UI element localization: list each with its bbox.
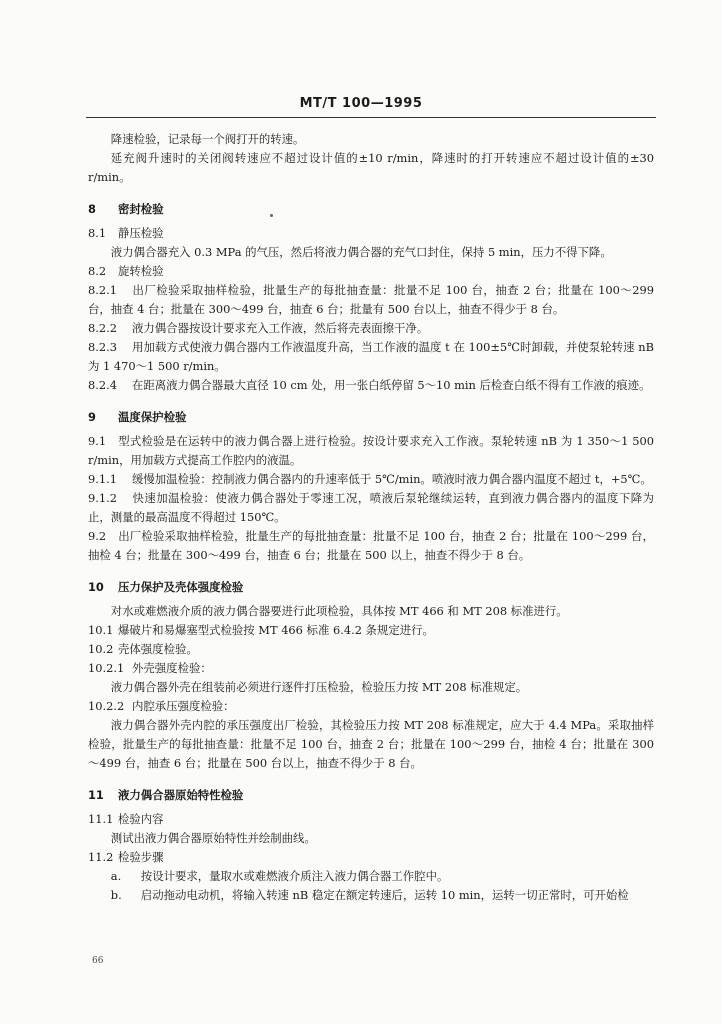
clause-11-1 [88,810,654,829]
clause-number: 10.2.1 [88,661,125,675]
clause-8-2-3 [88,338,654,376]
clause-9-1-2 [88,489,654,527]
section-title: 液力偶合器原始特性检验 [118,788,244,802]
list-marker: b. [110,888,122,902]
list-text: 启动拖动电动机，将输入转速 nB 稳定在额定转速后，运转 10 min，运转一切正常时，可开始检 [140,888,629,902]
clause-10-2 [88,640,654,659]
clause-text: 在距离液力偶合器最大直径 10 cm 处，用一张白纸停留 5～10 min 后检查白纸不得有工作液的痕迹。 [132,378,651,392]
paragraph: 液力偶合器外壳内腔的承压强度出厂检验，其检验压力按 MT 208 标准规定，应大于 4.4 MPa。采取抽样检验，批量生产的每批抽查量：批量不足 100 台，抽查 2 台；批量在 100～299 台，抽检 4 台；批量在 300～499 台，抽查 6 台；批量在 500 台以上，抽查不得少于 8 台。 [88,718,654,770]
clause-text: 缓慢加温检验：控制液力偶合器内的升速率低于 5℃/min。喷液时液力偶合器内温度不超过 t，+5℃。 [132,472,652,486]
section-number: 11 [88,788,104,802]
clause-8-2-4 [88,376,654,395]
section-heading-9 [88,408,654,427]
clause-number: 10.2 [88,642,114,656]
paragraph: 降速检验，记录每一个阀打开的转速。 [110,132,305,146]
clause-number: 11.2 [88,850,114,864]
clause-number: 8.2.3 [88,340,117,354]
clause-text: 爆破片和易爆塞型式检验按 MT 466 标准 6.4.2 条规定进行。 [118,623,434,637]
clause-9-1-1 [88,470,654,489]
clause-11-2 [88,848,654,867]
list-text: 按设计要求，量取水或难燃液介质注入液力偶合器工作腔中。 [140,869,449,883]
clause-10-2-1 [88,659,654,678]
clause-title: 检验内容 [118,812,164,826]
clause-text: 液力偶合器按设计要求充入工作液，然后将壳表面擦干净。 [132,321,429,335]
clause-8-1 [88,224,654,243]
clause-text: 用加载方式使液力偶合器内工作液温度升高，当工作液的温度 t 在 100±5℃时卸载，并使泵轮转速 nB 为 1 470～1 500 r/min。 [88,340,654,373]
clause-10-1 [88,621,654,640]
clause-number: 11.1 [88,812,114,826]
clause-8-2-2 [88,319,654,338]
list-item-b [88,886,654,905]
clause-number: 9.1.2 [88,491,117,505]
document-body [88,130,654,905]
clause-number: 10.2.2 [88,699,125,713]
clause-text: 壳体强度检验。 [118,642,198,656]
section-heading-8 [88,200,654,219]
section-title: 密封检验 [118,202,164,216]
section-heading-10 [88,578,654,597]
clause-title: 静压检验 [118,226,164,240]
clause-number: 8.2.1 [88,283,117,297]
clause-number: 9.1.1 [88,472,117,486]
header-rule [86,117,656,118]
clause-text: 出厂检验采取抽样检验，批量生产的每批抽查量：批量不足 100 台，抽查 2 台；批量在 100～299 台，抽查 4 台；批量在 300～499 台，抽查 6 台；批量有 500 台以上，抽查不得少于 8 台。 [88,283,654,316]
clause-number: 10.1 [88,623,114,637]
paragraph: 测试出液力偶合器原始特性并绘制曲线。 [110,831,316,845]
section-title: 温度保护检验 [118,410,187,424]
paragraph: 延充阀升速时的关闭阀转速应不超过设计值的±10 r/min，降速时的打开转速应不超过设计值的±30 r/min。 [88,151,654,184]
clause-9-2 [88,527,654,565]
clause-8-2-1 [88,281,654,319]
paragraph: 对水或难燃液介质的液力偶合器要进行此项检验，具体按 MT 466 和 MT 208 标准进行。 [110,604,568,618]
section-title: 压力保护及壳体强度检验 [118,580,244,594]
scan-speck [270,214,273,217]
page-number: 66 [92,956,104,966]
list-item-a [88,867,654,886]
clause-title: 旋转检验 [118,264,164,278]
page-header: MT/T 100—1995 [299,96,423,111]
section-number: 9 [88,410,96,424]
section-heading-11 [88,786,654,805]
paragraph: 液力偶合器外壳在组装前必须进行逐件打压检验，检验压力按 MT 208 标准规定。 [110,680,528,694]
clause-10-2-2 [88,697,654,716]
clause-8-2 [88,262,654,281]
clause-number: 8.2 [88,264,107,278]
clause-number: 8.2.2 [88,321,117,335]
clause-number: 9.1 [88,434,107,448]
clause-number: 8.1 [88,226,107,240]
clause-number: 9.2 [88,529,107,543]
paragraph: 液力偶合器充入 0.3 MPa 的气压，然后将液力偶合器的充气口封住，保持 5 min，压力不得下降。 [110,245,612,259]
list-marker: a. [110,869,122,883]
section-number: 8 [88,202,96,216]
clause-text: 快速加温检验：使液力偶合器处于零速工况，喷液后泵轮继续运转，直到液力偶合器内的温度下降为止，测量的最高温度不得超过 150℃。 [88,491,654,524]
section-number: 10 [88,580,104,594]
clause-text: 外壳强度检验： [132,661,212,675]
clause-title: 检验步骤 [118,850,164,864]
clause-text: 出厂检验采取抽样检验，批量生产的每批抽查量：批量不足 100 台，抽查 2 台；批量在 100～299 台，抽检 4 台；批量在 300～499 台，抽查 6 台；批量在 500 以上，抽查不得少于 8 台。 [88,529,654,562]
clause-9-1 [88,432,654,470]
clause-text: 型式检验是在运转中的液力偶合器上进行检验。按设计要求充入工作液。泵轮转速 nB 为 1 350～1 500 r/min，用加载方式提高工作腔内的液温。 [88,434,654,467]
clause-text: 内腔承压强度检验： [132,699,235,713]
clause-number: 8.2.4 [88,378,117,392]
